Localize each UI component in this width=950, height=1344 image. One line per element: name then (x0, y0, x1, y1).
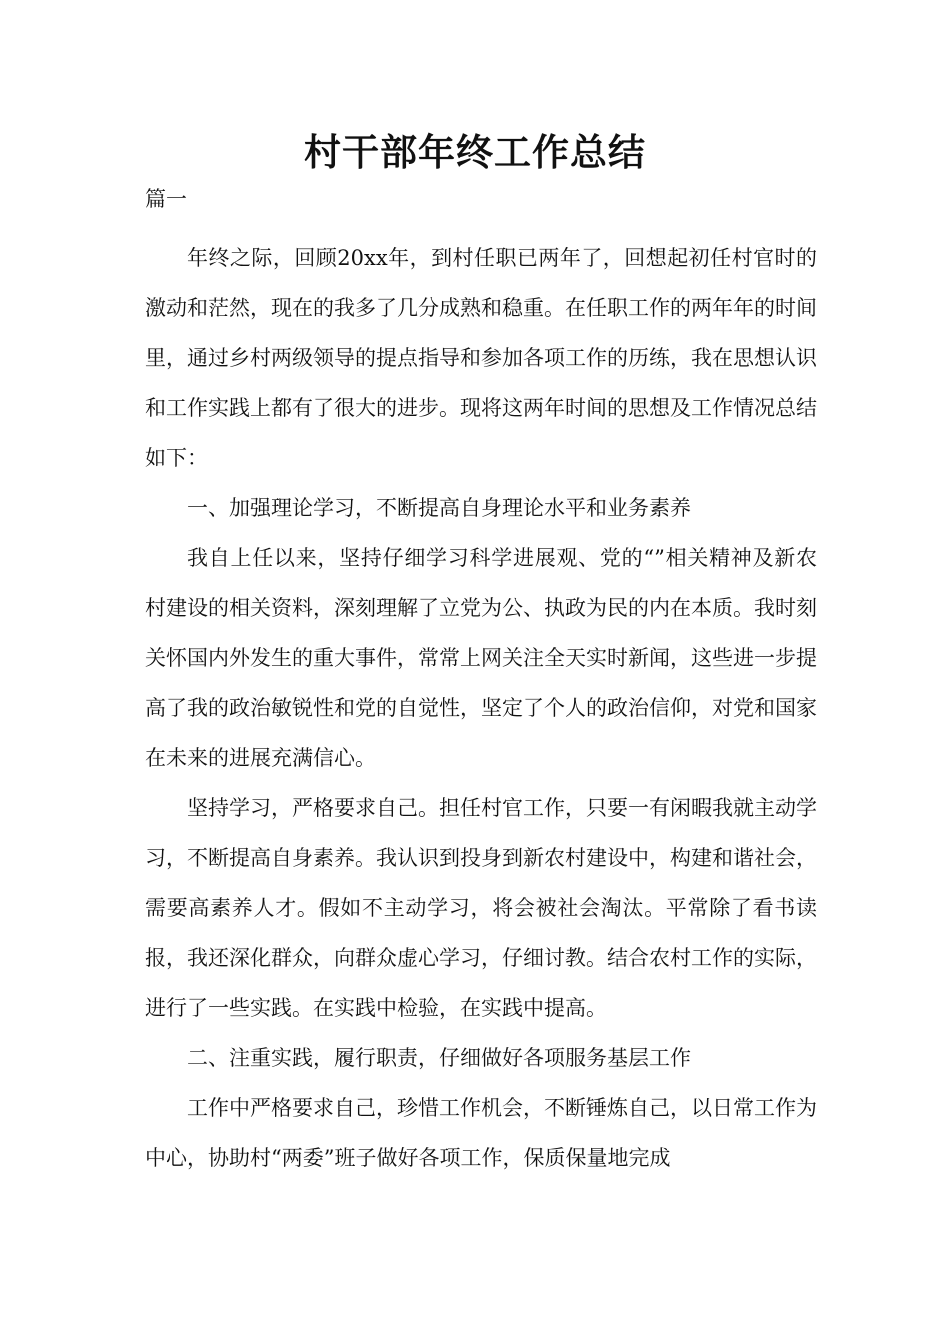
section-label: 篇一 (145, 187, 187, 211)
paragraph: 我自上任以来，坚持仔细学习科学进展观、党的“”相关精神及新农村建设的相关资料，深刻理解了立党为公、执政为民的内在本质。我时刻关怀国内外发生的重大事件，常常上网关注全天实时新闻，这些进一步提高了我的政治敏锐性和党的自觉性，坚定了个人的政治信仰，对党和国家在未来的进展充满信心。 (145, 546, 817, 770)
document-title: 村干部年终工作总结 (304, 131, 646, 174)
section-heading: 二、注重实践，履行职责，仔细做好各项服务基层工作 (187, 1046, 691, 1070)
document-body (145, 233, 817, 1183)
section-heading: 一、加强理论学习，不断提高自身理论水平和业务素养 (187, 496, 691, 520)
paragraph: 坚持学习，严格要求自己。担任村官工作，只要一有闲暇我就主动学习，不断提高自身素养。我认识到投身到新农村建设中，构建和谐社会，需要高素养人才。假如不主动学习，将会被社会淘汰。平常除了看书读报，我还深化群众，向群众虚心学习，仔细讨教。结合农村工作的实际，进行了一些实践。在实践中检验，在实践中提高。 (145, 796, 817, 1020)
paragraph: 工作中严格要求自己，珍惜工作机会，不断锤炼自己，以日常工作为中心，协助村“两委”班子做好各项工作，保质保量地完成 (145, 1096, 817, 1170)
paragraph: 年终之际，回顾20xx年，到村任职已两年了，回想起初任村官时的激动和茫然，现在的我多了几分成熟和稳重。在任职工作的两年年的时间里，通过乡村两级领导的提点指导和参加各项工作的历练，我在思想认识和工作实践上都有了很大的进步。现将这两年时间的思想及工作情况总结如下： (145, 246, 817, 470)
